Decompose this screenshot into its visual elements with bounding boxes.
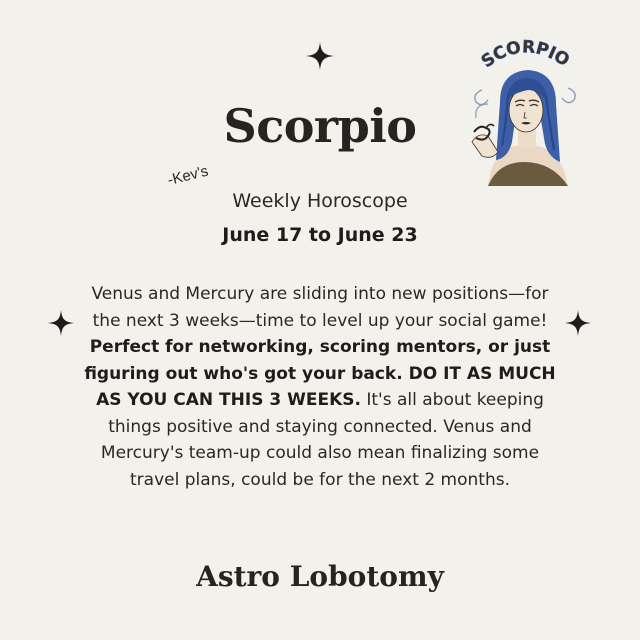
sparkle-icon xyxy=(306,42,334,70)
brand-name: Astro Lobotomy xyxy=(196,560,444,593)
horoscope-body xyxy=(80,281,560,493)
page-title: Scorpio xyxy=(223,99,417,153)
horoscope-body-outro: It's all about keeping things positive and staying connected. Venus and Mercury's team-up could also mean finalizing some travel plans, could be for the next 2 months. xyxy=(100,390,544,490)
horoscope-body-emphasis: Perfect for networking, scoring mentors, or just figuring out who's got your back. DO IT AS MUCH AS YOU CAN THIS 3 WEEKS. xyxy=(84,337,556,410)
horoscope-body-intro: Venus and Mercury are sliding into new positions—for the next 3 weeks—time to level up your social game! xyxy=(91,284,549,331)
sparkle-icon xyxy=(565,310,591,336)
sparkle-icon xyxy=(48,310,74,336)
scorpio-illustration-caption: SCORPIO xyxy=(477,37,573,73)
date-range: June 17 to June 23 xyxy=(222,224,418,246)
author-tag: -Kev's xyxy=(165,162,210,189)
page-subtitle: Weekly Horoscope xyxy=(232,190,408,212)
